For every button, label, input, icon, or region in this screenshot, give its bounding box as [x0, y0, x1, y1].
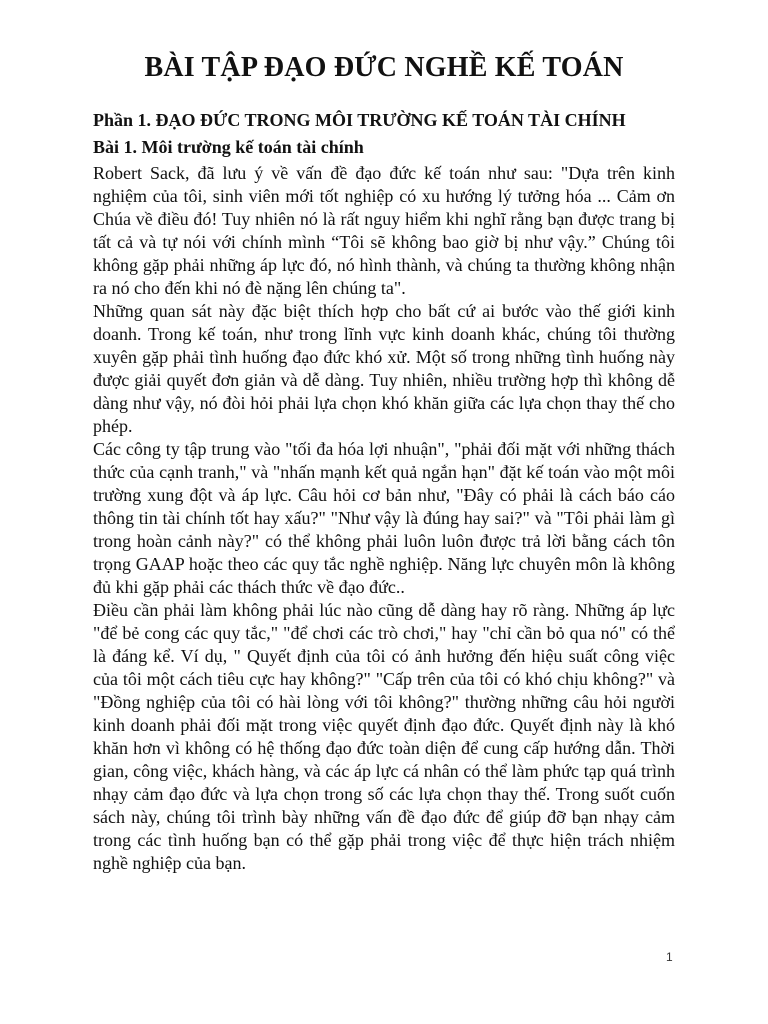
page-number: 1 [666, 950, 673, 964]
document-title: BÀI TẬP ĐẠO ĐỨC NGHỀ KẾ TOÁN [144, 52, 624, 83]
paragraph-2: Những quan sát này đặc biệt thích hợp cho bất cứ ai bước vào thế giới kinh doanh. Trong kế toán, như trong lĩnh vực kinh doanh khác, chúng tôi thường xuyên gặp phải tình huống đạo đức khó xử. Một số trong những tình huống này được giải quyết đơn giản và dễ dàng. Tuy nhiên, nhiều trường hợp thì không dễ dàng như vậy, nó đòi hỏi phải lựa chọn khó khăn giữa các lựa chọn thay thế cho phép. [93, 301, 675, 436]
exercise-heading: Bài 1. Môi trường kế toán tài chính [93, 137, 364, 157]
section-heading: Phần 1. ĐẠO ĐỨC TRONG MÔI TRƯỜNG KẾ TOÁN TÀI CHÍNH [93, 110, 626, 130]
body-text [93, 162, 675, 875]
paragraph-4: Điều cần phải làm không phải lúc nào cũng dễ dàng hay rõ ràng. Những áp lực "để bẻ cong các quy tắc," "để chơi các trò chơi," hay "chỉ cần bỏ qua nó" có thể là đáng kể. Ví dụ, " Quyết định của tôi có ảnh hưởng đến hiệu suất công việc của tôi một cách tiêu cực hay không?" "Cấp trên của tôi có khó chịu không?" và "Đồng nghiệp của tôi có hài lòng với tôi không?" thường những câu hỏi người kinh doanh phải đối mặt trong việc quyết định đạo đức. Quyết định này là khó khăn hơn vì không có hệ thống đạo đức toàn diện để cung cấp hướng dẫn. Thời gian, công việc, khách hàng, và các áp lực cá nhân có thể làm phức tạp quá trình nhạy cảm đạo đức và lựa chọn trong số các lựa chọn thay thế. Trong suốt cuốn sách này, chúng tôi trình bày những vấn đề đạo đức để giúp đỡ bạn nhạy cảm trong các tình huống bạn có thể gặp phải trong việc để thực hiện trách nhiệm nghề nghiệp của bạn. [93, 600, 675, 873]
paragraph-1: Robert Sack, đã lưu ý về vấn đề đạo đức kế toán như sau: "Dựa trên kinh nghiệm của tôi, sinh viên mới tốt nghiệp có xu hướng lý tưởng hóa ... Cảm ơn Chúa về điều đó! Tuy nhiên nó là rất nguy hiểm khi nghĩ rằng bạn được trang bị tất cả và tự nói với chính mình “Tôi sẽ không bao giờ bị như vậy.” Chúng tôi không gặp phải những áp lực đó, nó hình thành, và chúng ta thường không nhận ra nó cho đến khi nó đè nặng lên chúng ta". [93, 163, 675, 298]
paragraph-3: Các công ty tập trung vào "tối đa hóa lợi nhuận", "phải đối mặt với những thách thức của cạnh tranh," và "nhấn mạnh kết quả ngắn hạn" đặt kế toán vào một môi trường xung đột và áp lực. Câu hỏi cơ bản như, "Đây có phải là cách báo cáo thông tin tài chính tốt hay xấu?" "Như vậy là đúng hay sai?" và "Tôi phải làm gì trong hoàn cảnh này?" có thể không phải luôn luôn được trả lời bằng cách tôn trọng GAAP hoặc theo các quy tắc nghề nghiệp. Năng lực chuyên môn là không đủ khi gặp phải các thách thức về đạo đức.. [93, 439, 675, 597]
